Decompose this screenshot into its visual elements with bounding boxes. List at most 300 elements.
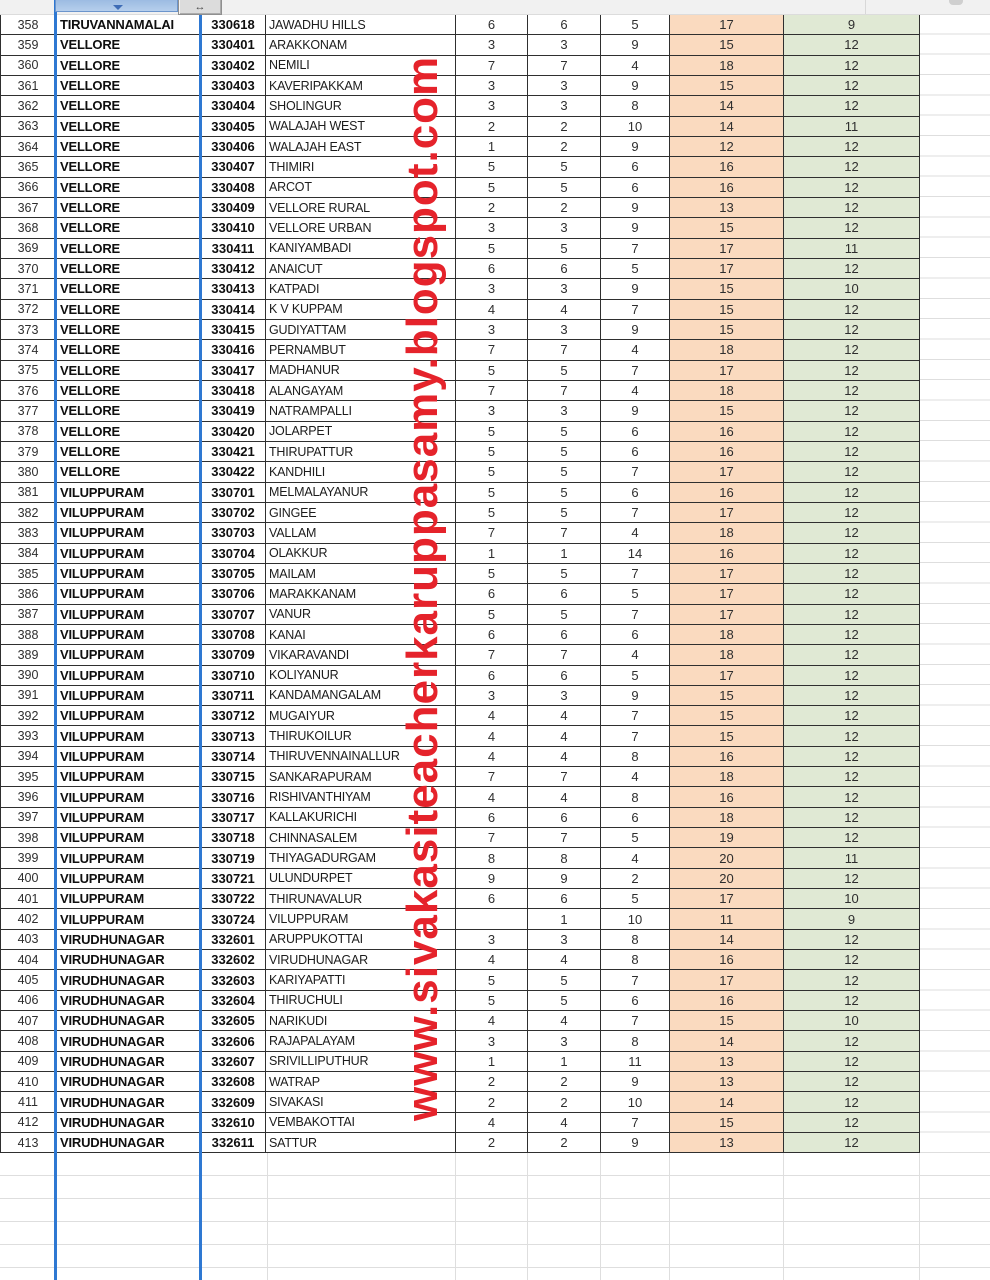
district-cell[interactable]: VILUPPURAM [56,645,201,665]
value-cell-highlighted[interactable]: 12 [784,35,920,55]
district-cell[interactable]: VILUPPURAM [56,564,201,584]
row-number-cell[interactable]: 361 [1,76,56,96]
value-cell[interactable]: 10 [601,909,670,929]
block-name-cell[interactable]: MADHANUR [266,361,456,381]
value-cell[interactable]: 9 [601,76,670,96]
district-cell[interactable]: VILUPPURAM [56,584,201,604]
value-cell[interactable]: 8 [456,848,528,868]
value-cell[interactable]: 4 [456,300,528,320]
value-cell[interactable]: 5 [456,564,528,584]
district-cell[interactable]: VILUPPURAM [56,808,201,828]
district-cell[interactable]: VELLORE [56,76,201,96]
value-cell-highlighted[interactable]: 12 [784,218,920,238]
row-number-cell[interactable]: 366 [1,178,56,198]
district-cell[interactable]: VELLORE [56,401,201,421]
value-cell[interactable]: 5 [601,889,670,909]
block-name-cell[interactable]: CHINNASALEM [266,828,456,848]
total-cell-highlighted[interactable]: 14 [670,117,784,137]
value-cell[interactable]: 2 [456,1092,528,1112]
row-number-cell[interactable]: 412 [1,1113,56,1133]
block-name-cell[interactable]: MUGAIYUR [266,706,456,726]
total-cell-highlighted[interactable]: 13 [670,198,784,218]
value-cell-highlighted[interactable]: 12 [784,666,920,686]
total-cell-highlighted[interactable]: 18 [670,340,784,360]
district-cell[interactable]: VELLORE [56,462,201,482]
district-cell[interactable]: VELLORE [56,117,201,137]
total-cell-highlighted[interactable]: 18 [670,381,784,401]
district-cell[interactable]: VELLORE [56,35,201,55]
block-name-cell[interactable]: VIKARAVANDI [266,645,456,665]
value-cell[interactable]: 3 [528,320,601,340]
block-code-cell[interactable]: 330415 [201,320,266,340]
block-name-cell[interactable]: THIRUCHULI [266,991,456,1011]
value-cell-highlighted[interactable]: 12 [784,523,920,543]
value-cell-highlighted[interactable]: 12 [784,950,920,970]
row-number-cell[interactable]: 393 [1,726,56,746]
block-code-cell[interactable]: 330404 [201,96,266,116]
value-cell[interactable]: 5 [456,970,528,990]
value-cell-highlighted[interactable]: 12 [784,991,920,1011]
value-cell[interactable]: 5 [528,564,601,584]
block-name-cell[interactable]: SRIVILLIPUTHUR [266,1052,456,1072]
block-code-cell[interactable]: 330715 [201,767,266,787]
value-cell[interactable]: 6 [456,889,528,909]
value-cell[interactable]: 3 [528,218,601,238]
block-name-cell[interactable]: K V KUPPAM [266,300,456,320]
row-number-cell[interactable]: 369 [1,239,56,259]
total-cell-highlighted[interactable]: 18 [670,767,784,787]
block-code-cell[interactable]: 330709 [201,645,266,665]
total-cell-highlighted[interactable]: 13 [670,1133,784,1153]
block-code-cell[interactable]: 330707 [201,605,266,625]
block-name-cell[interactable]: VEMBAKOTTAI [266,1113,456,1133]
value-cell[interactable]: 6 [456,808,528,828]
value-cell[interactable]: 2 [456,117,528,137]
block-name-cell[interactable]: OLAKKUR [266,544,456,564]
block-name-cell[interactable]: ARUPPUKOTTAI [266,930,456,950]
value-cell[interactable]: 4 [456,706,528,726]
district-cell[interactable]: VILUPPURAM [56,544,201,564]
block-name-cell[interactable]: KAVERIPAKKAM [266,76,456,96]
district-cell[interactable]: VILUPPURAM [56,767,201,787]
block-name-cell[interactable]: KANDAMANGALAM [266,686,456,706]
row-number-cell[interactable]: 397 [1,808,56,828]
total-cell-highlighted[interactable]: 18 [670,645,784,665]
row-number-cell[interactable]: 387 [1,605,56,625]
value-cell[interactable]: 5 [456,361,528,381]
value-cell[interactable]: 1 [456,1052,528,1072]
block-code-cell[interactable]: 330405 [201,117,266,137]
row-number-cell[interactable]: 376 [1,381,56,401]
district-cell[interactable]: VELLORE [56,381,201,401]
value-cell[interactable]: 5 [528,442,601,462]
value-cell[interactable]: 7 [528,340,601,360]
value-cell[interactable]: 7 [601,726,670,746]
value-cell-highlighted[interactable]: 12 [784,198,920,218]
total-cell-highlighted[interactable]: 18 [670,625,784,645]
value-cell-highlighted[interactable]: 12 [784,483,920,503]
total-cell-highlighted[interactable]: 15 [670,320,784,340]
value-cell[interactable]: 6 [528,808,601,828]
value-cell[interactable]: 5 [528,462,601,482]
district-cell[interactable]: VIRUDHUNAGAR [56,970,201,990]
row-number-cell[interactable]: 373 [1,320,56,340]
district-cell[interactable]: VILUPPURAM [56,787,201,807]
district-cell[interactable]: VELLORE [56,442,201,462]
row-number-cell[interactable]: 403 [1,930,56,950]
row-number-cell[interactable]: 370 [1,259,56,279]
block-name-cell[interactable]: WALAJAH WEST [266,117,456,137]
value-cell[interactable]: 7 [601,564,670,584]
district-cell[interactable]: VILUPPURAM [56,503,201,523]
value-cell[interactable]: 8 [601,930,670,950]
total-cell-highlighted[interactable]: 16 [670,178,784,198]
row-number-cell[interactable]: 380 [1,462,56,482]
total-cell-highlighted[interactable]: 16 [670,483,784,503]
value-cell[interactable]: 4 [528,706,601,726]
value-cell[interactable]: 2 [456,1072,528,1092]
value-cell-highlighted[interactable]: 12 [784,1092,920,1112]
value-cell[interactable]: 7 [528,828,601,848]
value-cell[interactable]: 1 [528,544,601,564]
block-name-cell[interactable]: KALLAKURICHI [266,808,456,828]
block-name-cell[interactable]: KANIYAMBADI [266,239,456,259]
block-code-cell[interactable]: 330421 [201,442,266,462]
total-cell-highlighted[interactable]: 15 [670,1113,784,1133]
block-code-cell[interactable]: 330414 [201,300,266,320]
value-cell[interactable]: 5 [456,422,528,442]
district-cell[interactable]: VELLORE [56,340,201,360]
row-number-cell[interactable]: 411 [1,1092,56,1112]
block-code-cell[interactable]: 330703 [201,523,266,543]
block-name-cell[interactable]: THIYAGADURGAM [266,848,456,868]
block-code-cell[interactable]: 330412 [201,259,266,279]
value-cell-highlighted[interactable]: 12 [784,1072,920,1092]
value-cell[interactable]: 7 [601,300,670,320]
district-cell[interactable]: VELLORE [56,218,201,238]
district-cell[interactable]: VILUPPURAM [56,523,201,543]
value-cell[interactable]: 4 [601,56,670,76]
block-name-cell[interactable]: SIVAKASI [266,1092,456,1112]
value-cell-highlighted[interactable]: 12 [784,564,920,584]
total-cell-highlighted[interactable]: 15 [670,300,784,320]
value-cell[interactable]: 6 [456,666,528,686]
value-cell[interactable]: 7 [601,462,670,482]
total-cell-highlighted[interactable]: 12 [670,137,784,157]
block-code-cell[interactable]: 330702 [201,503,266,523]
district-cell[interactable]: VIRUDHUNAGAR [56,1092,201,1112]
total-cell-highlighted[interactable]: 18 [670,56,784,76]
value-cell[interactable]: 4 [456,1011,528,1031]
district-cell[interactable]: VILUPPURAM [56,625,201,645]
row-number-cell[interactable]: 383 [1,523,56,543]
block-code-cell[interactable]: 330717 [201,808,266,828]
value-cell[interactable]: 9 [601,279,670,299]
district-cell[interactable]: VELLORE [56,259,201,279]
block-name-cell[interactable]: ARCOT [266,178,456,198]
row-number-cell[interactable]: 378 [1,422,56,442]
value-cell-highlighted[interactable]: 12 [784,300,920,320]
block-code-cell[interactable]: 330420 [201,422,266,442]
value-cell[interactable]: 4 [456,747,528,767]
value-cell-highlighted[interactable]: 12 [784,787,920,807]
block-name-cell[interactable]: VANUR [266,605,456,625]
value-cell[interactable]: 3 [456,320,528,340]
value-cell[interactable]: 5 [456,483,528,503]
block-code-cell[interactable]: 330417 [201,361,266,381]
value-cell[interactable]: 4 [601,645,670,665]
value-cell[interactable]: 6 [456,584,528,604]
block-name-cell[interactable]: MELMALAYANUR [266,483,456,503]
block-name-cell[interactable]: THIRUVENNAINALLUR [266,747,456,767]
value-cell[interactable]: 6 [528,889,601,909]
block-code-cell[interactable]: 330719 [201,848,266,868]
block-name-cell[interactable]: KOLIYANUR [266,666,456,686]
value-cell[interactable]: 5 [601,584,670,604]
value-cell[interactable]: 7 [528,56,601,76]
value-cell[interactable]: 7 [528,381,601,401]
value-cell[interactable]: 3 [528,1031,601,1051]
row-number-cell[interactable]: 391 [1,686,56,706]
value-cell-highlighted[interactable]: 12 [784,1133,920,1153]
block-code-cell[interactable]: 330416 [201,340,266,360]
block-code-cell[interactable]: 330722 [201,889,266,909]
total-cell-highlighted[interactable]: 17 [670,462,784,482]
value-cell-highlighted[interactable]: 12 [784,584,920,604]
total-cell-highlighted[interactable]: 15 [670,401,784,421]
value-cell-highlighted[interactable]: 12 [784,930,920,950]
total-cell-highlighted[interactable]: 16 [670,544,784,564]
block-name-cell[interactable]: PERNAMBUT [266,340,456,360]
value-cell[interactable]: 6 [601,178,670,198]
value-cell-highlighted[interactable]: 12 [784,1052,920,1072]
value-cell[interactable]: 4 [528,726,601,746]
total-cell-highlighted[interactable]: 15 [670,1011,784,1031]
block-name-cell[interactable]: JOLARPET [266,422,456,442]
row-number-cell[interactable]: 392 [1,706,56,726]
block-name-cell[interactable]: GUDIYATTAM [266,320,456,340]
value-cell[interactable]: 5 [456,462,528,482]
value-cell-highlighted[interactable]: 11 [784,848,920,868]
block-name-cell[interactable]: KATPADI [266,279,456,299]
block-name-cell[interactable]: WALAJAH EAST [266,137,456,157]
row-number-cell[interactable]: 365 [1,157,56,177]
block-code-cell[interactable]: 330718 [201,828,266,848]
value-cell[interactable]: 7 [456,645,528,665]
row-number-cell[interactable]: 395 [1,767,56,787]
block-name-cell[interactable]: RAJAPALAYAM [266,1031,456,1051]
block-name-cell[interactable]: SATTUR [266,1133,456,1153]
value-cell[interactable]: 6 [601,625,670,645]
value-cell[interactable]: 6 [601,483,670,503]
block-name-cell[interactable]: NEMILI [266,56,456,76]
total-cell-highlighted[interactable]: 14 [670,1092,784,1112]
value-cell[interactable]: 5 [528,361,601,381]
value-cell[interactable]: 7 [528,523,601,543]
value-cell-highlighted[interactable]: 10 [784,1011,920,1031]
row-number-cell[interactable]: 368 [1,218,56,238]
value-cell[interactable]: 7 [456,381,528,401]
value-cell[interactable]: 2 [528,198,601,218]
value-cell-highlighted[interactable]: 12 [784,706,920,726]
block-code-cell[interactable]: 330403 [201,76,266,96]
total-cell-highlighted[interactable]: 17 [670,970,784,990]
block-code-cell[interactable]: 330724 [201,909,266,929]
row-number-cell[interactable]: 407 [1,1011,56,1031]
block-name-cell[interactable]: MAILAM [266,564,456,584]
district-cell[interactable]: TIRUVANNAMALAI [56,15,201,35]
row-number-cell[interactable]: 399 [1,848,56,868]
value-cell[interactable]: 6 [528,15,601,35]
district-cell[interactable]: VILUPPURAM [56,869,201,889]
block-code-cell[interactable]: 330710 [201,666,266,686]
total-cell-highlighted[interactable]: 16 [670,787,784,807]
block-code-cell[interactable]: 330418 [201,381,266,401]
value-cell[interactable]: 5 [528,157,601,177]
row-number-cell[interactable]: 359 [1,35,56,55]
block-code-cell[interactable]: 332603 [201,970,266,990]
block-code-cell[interactable]: 330406 [201,137,266,157]
total-cell-highlighted[interactable]: 15 [670,706,784,726]
value-cell[interactable]: 4 [528,300,601,320]
value-cell-highlighted[interactable]: 12 [784,544,920,564]
value-cell[interactable]: 5 [601,15,670,35]
value-cell[interactable]: 9 [601,218,670,238]
district-cell[interactable]: VILUPPURAM [56,848,201,868]
value-cell[interactable]: 9 [601,137,670,157]
total-cell-highlighted[interactable]: 17 [670,15,784,35]
block-name-cell[interactable]: SHOLINGUR [266,96,456,116]
district-cell[interactable]: VILUPPURAM [56,909,201,929]
value-cell[interactable]: 5 [528,991,601,1011]
block-name-cell[interactable]: NARIKUDI [266,1011,456,1031]
block-name-cell[interactable]: KANDHILI [266,462,456,482]
block-code-cell[interactable]: 332606 [201,1031,266,1051]
total-cell-highlighted[interactable]: 13 [670,1052,784,1072]
value-cell[interactable]: 4 [456,1113,528,1133]
block-code-cell[interactable]: 332604 [201,991,266,1011]
district-cell[interactable]: VELLORE [56,300,201,320]
value-cell[interactable]: 7 [601,239,670,259]
value-cell[interactable]: 7 [601,970,670,990]
block-code-cell[interactable]: 330704 [201,544,266,564]
value-cell[interactable]: 5 [456,442,528,462]
total-cell-highlighted[interactable]: 13 [670,1072,784,1092]
value-cell-highlighted[interactable]: 12 [784,808,920,828]
block-name-cell[interactable]: ULUNDURPET [266,869,456,889]
row-number-cell[interactable]: 385 [1,564,56,584]
block-name-cell[interactable]: VELLORE URBAN [266,218,456,238]
value-cell[interactable]: 7 [601,503,670,523]
value-cell[interactable]: 3 [456,279,528,299]
value-cell[interactable]: 7 [601,605,670,625]
total-cell-highlighted[interactable]: 15 [670,279,784,299]
value-cell[interactable]: 7 [601,1011,670,1031]
total-cell-highlighted[interactable]: 15 [670,686,784,706]
district-cell[interactable]: VILUPPURAM [56,706,201,726]
row-number-cell[interactable]: 367 [1,198,56,218]
value-cell-highlighted[interactable]: 12 [784,381,920,401]
value-cell[interactable]: 5 [528,605,601,625]
total-cell-highlighted[interactable]: 15 [670,76,784,96]
total-cell-highlighted[interactable]: 14 [670,1031,784,1051]
value-cell[interactable]: 6 [528,259,601,279]
value-cell-highlighted[interactable]: 12 [784,76,920,96]
value-cell-highlighted[interactable]: 12 [784,767,920,787]
value-cell[interactable]: 3 [456,686,528,706]
total-cell-highlighted[interactable]: 20 [670,848,784,868]
total-cell-highlighted[interactable]: 16 [670,422,784,442]
value-cell[interactable]: 4 [528,1113,601,1133]
district-cell[interactable]: VIRUDHUNAGAR [56,930,201,950]
value-cell[interactable]: 14 [601,544,670,564]
block-code-cell[interactable]: 330618 [201,15,266,35]
value-cell[interactable]: 4 [601,523,670,543]
value-cell[interactable]: 3 [456,76,528,96]
value-cell[interactable]: 7 [456,767,528,787]
district-cell[interactable]: VILUPPURAM [56,828,201,848]
value-cell[interactable]: 9 [601,401,670,421]
value-cell-highlighted[interactable]: 12 [784,747,920,767]
value-cell[interactable]: 7 [456,56,528,76]
value-cell-highlighted[interactable]: 9 [784,15,920,35]
value-cell[interactable] [456,909,528,929]
block-code-cell[interactable]: 330721 [201,869,266,889]
block-code-cell[interactable]: 332609 [201,1092,266,1112]
row-number-cell[interactable]: 408 [1,1031,56,1051]
total-cell-highlighted[interactable]: 19 [670,828,784,848]
value-cell[interactable]: 4 [456,950,528,970]
value-cell[interactable]: 8 [601,950,670,970]
district-cell[interactable]: VELLORE [56,157,201,177]
block-name-cell[interactable]: KARIYAPATTI [266,970,456,990]
value-cell[interactable]: 2 [528,117,601,137]
district-cell[interactable]: VELLORE [56,56,201,76]
value-cell-highlighted[interactable]: 12 [784,869,920,889]
value-cell[interactable]: 7 [601,361,670,381]
value-cell-highlighted[interactable]: 12 [784,686,920,706]
block-code-cell[interactable]: 332602 [201,950,266,970]
value-cell[interactable]: 6 [528,625,601,645]
value-cell[interactable]: 1 [528,909,601,929]
district-cell[interactable]: VILUPPURAM [56,605,201,625]
district-cell[interactable]: VILUPPURAM [56,483,201,503]
district-cell[interactable]: VIRUDHUNAGAR [56,1113,201,1133]
total-cell-highlighted[interactable]: 17 [670,564,784,584]
value-cell-highlighted[interactable]: 12 [784,340,920,360]
value-cell-highlighted[interactable]: 9 [784,909,920,929]
value-cell-highlighted[interactable]: 12 [784,645,920,665]
value-cell[interactable]: 9 [528,869,601,889]
row-number-cell[interactable]: 379 [1,442,56,462]
value-cell[interactable]: 4 [601,848,670,868]
block-code-cell[interactable]: 330716 [201,787,266,807]
value-cell[interactable]: 7 [456,340,528,360]
value-cell[interactable]: 3 [456,218,528,238]
value-cell[interactable]: 9 [456,869,528,889]
block-code-cell[interactable]: 332608 [201,1072,266,1092]
block-code-cell[interactable]: 330701 [201,483,266,503]
district-cell[interactable]: VELLORE [56,198,201,218]
value-cell[interactable]: 4 [456,726,528,746]
value-cell[interactable]: 1 [456,137,528,157]
district-cell[interactable]: VIRUDHUNAGAR [56,991,201,1011]
value-cell-highlighted[interactable]: 12 [784,1113,920,1133]
block-code-cell[interactable]: 330713 [201,726,266,746]
total-cell-highlighted[interactable]: 14 [670,930,784,950]
value-cell[interactable]: 6 [528,584,601,604]
row-number-cell[interactable]: 382 [1,503,56,523]
